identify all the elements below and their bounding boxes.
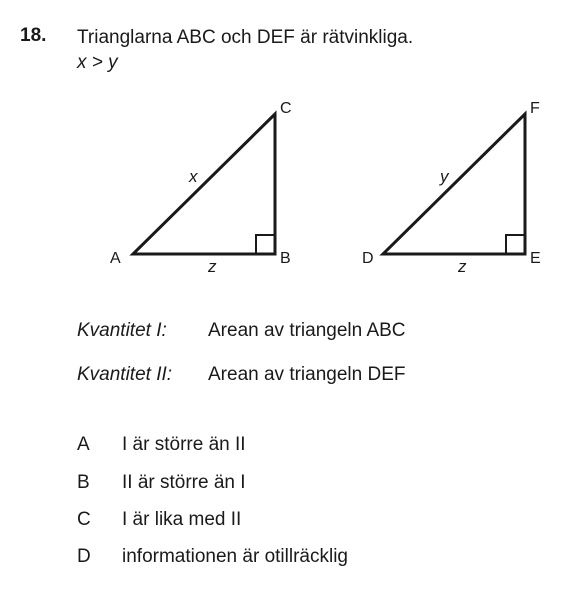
right-angle-marker-b: [256, 235, 275, 254]
option-text: I är lika med II: [122, 509, 242, 530]
option-letter: B: [77, 472, 90, 493]
vertex-label-a: A: [110, 250, 121, 267]
vertex-label-d: D: [362, 250, 374, 267]
quantity-text: Arean av triangeln DEF: [208, 364, 406, 385]
base-label-z-def: z: [458, 257, 467, 276]
quantity-label: Kvantitet II:: [77, 364, 173, 385]
vertex-label-c: C: [280, 100, 292, 117]
vertex-label-e: E: [530, 250, 541, 267]
option-letter: C: [77, 509, 91, 530]
quantity-text: Arean av triangeln ABC: [208, 320, 406, 341]
option-text: I är större än II: [122, 434, 246, 455]
triangle-abc-shape: [133, 114, 275, 254]
right-angle-marker-e: [506, 235, 525, 254]
question-condition: x > y: [77, 52, 118, 73]
base-label-z-abc: z: [208, 257, 217, 276]
vertex-label-b: B: [280, 250, 291, 267]
triangle-abc: [110, 100, 292, 276]
hypotenuse-label-x: x: [189, 167, 198, 186]
option-text: II är större än I: [122, 472, 246, 493]
triangle-def: [362, 100, 541, 276]
hypotenuse-label-y: y: [440, 167, 449, 186]
triangle-def-shape: [383, 114, 525, 254]
option-letter: A: [77, 434, 90, 455]
quantity-label: Kvantitet I:: [77, 320, 167, 341]
question-number: 18.: [20, 25, 47, 46]
question-stem: Trianglarna ABC och DEF är rätvinkliga.: [77, 27, 414, 48]
vertex-label-f: F: [530, 100, 540, 117]
option-letter: D: [77, 546, 91, 567]
option-text: informationen är otillräcklig: [122, 546, 348, 567]
